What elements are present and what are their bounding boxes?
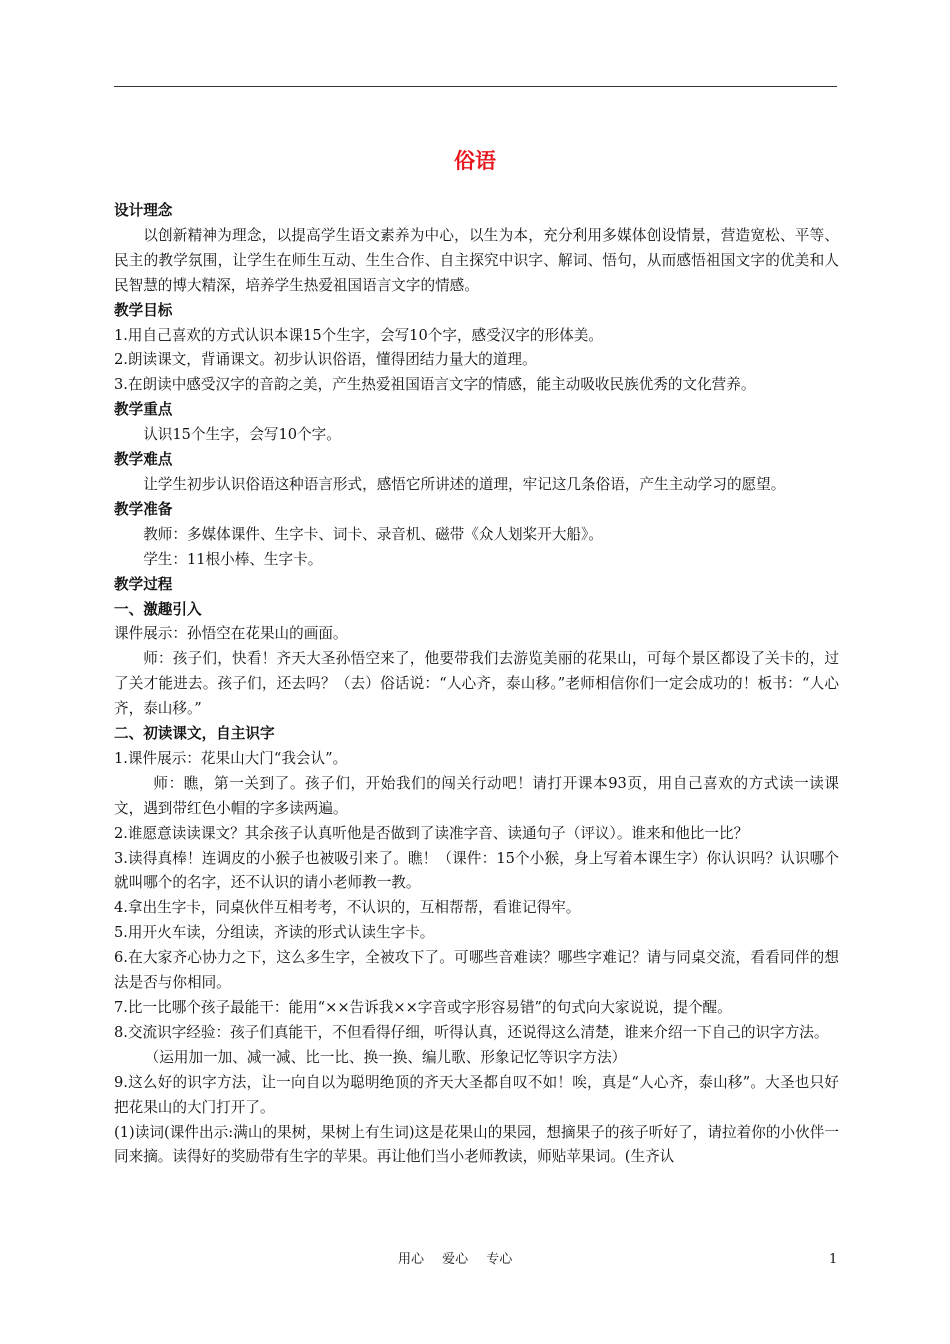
heading-preparation: 教学准备 — [114, 500, 173, 518]
part2-step-body: 师：瞧，第一关到了。孩子们，开始我们的闯关行动吧！请打开课本93页，用自己喜欢的方式读一读课文，遇到带红色小帽的字多读两遍。 — [114, 774, 839, 817]
part2-step: 9.这么好的识字方法，让一向自以为聪明绝顶的齐天大圣都自叹不如！唉，真是“人心齐，泰山移”。大圣也只好把花果山的大门打开了。 — [114, 1073, 839, 1116]
part2-step: 6.在大家齐心协力之下，这么多生字，全被攻下了。可哪些音难读？哪些字难记？请与同桌交流，看看同伴的想法是否与你相同。 — [114, 949, 839, 992]
heading-part2: 二、初读课文，自主识字 — [114, 725, 275, 743]
difficulties-paragraph: 让学生初步认识俗语这种语言形式，感悟它所讲述的道理，牢记这几条俗语，产生主动学习的愿望。 — [143, 475, 786, 493]
design-concept-paragraph: 以创新精神为理念，以提高学生语文素养为中心，以生为本，充分利用多媒体创设情景，营造宽松、平等、民主的教学氛围，让学生在师生互动、生生合作、自主探究中识字、解词、悟句，从而感悟祖国文字的优美和人民智慧的博大精深，培养学生热爱祖国语言文字的情感。 — [114, 226, 839, 294]
objective-item: 1.用自己喜欢的方式认识本课15个生字，会写10个字，感受汉字的形体美。 — [114, 326, 603, 344]
part2-substep: (1)读词(课件出示:满山的果树，果树上有生词)这是花果山的果园，想摘果子的孩子听好了，请拉着你的小伙伴一同来摘。读得好的奖励带有生字的苹果。再让他们当小老师教读，师贴苹果词。(生齐认 — [114, 1123, 839, 1166]
objective-item: 2.朗读课文，背诵课文。初步认识俗语，懂得团结力量大的道理。 — [114, 351, 537, 369]
footer-motto: 用心 爱心 专心 — [398, 1252, 513, 1267]
part2-step: 4.拿出生字卡，同桌伙伴互相考考，不认识的，互相帮帮，看谁记得牢。 — [114, 899, 581, 917]
part2-step: 5.用开火车读，分组读，齐读的形式认读生字卡。 — [114, 924, 435, 942]
part2-step: 7.比一比哪个孩子最能干：能用“××告诉我××字音或字形容易错”的句式向大家说说，提个醒。 — [114, 999, 732, 1016]
heading-key-points: 教学重点 — [114, 401, 173, 419]
key-points-paragraph: 认识15个生字，会写10个字。 — [143, 426, 341, 444]
document-body — [114, 199, 839, 1170]
page-number: 1 — [829, 1252, 838, 1267]
heading-design-concept: 设计理念 — [114, 202, 173, 219]
page-title: 俗语 — [454, 149, 496, 173]
part1-paragraph: 师：孩子们，快看！齐天大圣孙悟空来了，他要带我们去游览美丽的花果山，可每个景区都设了关卡的，过了关才能进去。孩子们，还去吗？（去）俗话说：“人心齐，泰山移。”老师相信你们一定会成功的！板书：“人心齐，泰山移。” — [114, 650, 839, 718]
part2-step: 1.课件展示：花果山大门“我会认”。 — [114, 749, 348, 767]
heading-process: 教学过程 — [114, 575, 173, 593]
header-rule — [114, 86, 837, 87]
part2-step: 2.谁愿意读读课文？其余孩子认真听他是否做到了读准字音、读通句子（评议）。谁来和他比一比？ — [114, 824, 749, 842]
objective-item: 3.在朗读中感受汉字的音韵之美，产生热爱祖国语言文字的情感，能主动吸收民族优秀的文化营养。 — [114, 376, 756, 394]
heading-difficulties: 教学难点 — [114, 451, 173, 469]
part2-step: 3.读得真棒！连调皮的小猴子也被吸引来了。瞧！（课件：15个小猴，身上写着本课生字）你认识吗？认识哪个就叫哪个的名字，还不认识的请小老师教一教。 — [114, 849, 839, 892]
preparation-teacher: 教师：多媒体课件、生字卡、词卡、录音机、磁带《众人划桨开大船》。 — [143, 525, 603, 543]
part2-step: 8.交流识字经验：孩子们真能干，不但看得仔细，听得认真，还说得这么清楚，谁来介绍一下自己的识字方法。 — [114, 1023, 829, 1041]
heading-objectives: 教学目标 — [114, 301, 173, 319]
preparation-student: 学生：11根小棒、生字卡。 — [143, 550, 323, 568]
heading-part1: 一、激趣引入 — [114, 600, 202, 618]
part1-display: 课件展示：孙悟空在花果山的画面。 — [114, 625, 348, 643]
part2-step-note: （运用加一加、减一减、比一比、换一换、编儿歌、形象记忆等识字方法） — [144, 1048, 627, 1066]
